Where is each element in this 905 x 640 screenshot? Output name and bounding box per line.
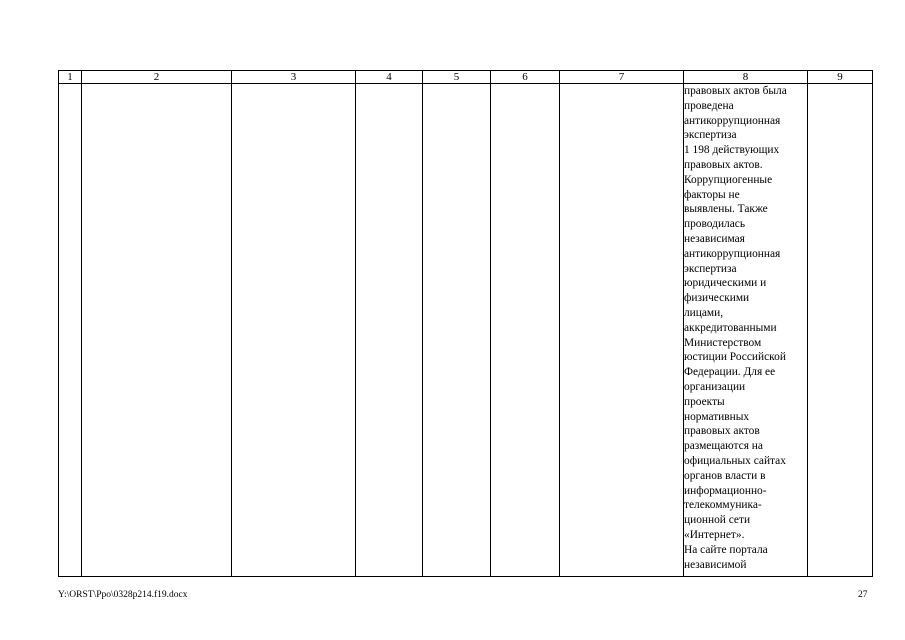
cell-col-7 (560, 84, 684, 577)
text-line: юстиции Российской (684, 351, 786, 364)
column-header-8: 8 (684, 71, 808, 84)
text-line: аккредитованными (684, 321, 777, 334)
text-line: 1 198 действующих (684, 144, 780, 157)
text-line: «Интернет». (684, 528, 745, 541)
column-header-5: 5 (423, 71, 491, 84)
text-line: проводилась (684, 218, 746, 231)
text-line: экспертиза (684, 262, 737, 275)
text-line: правовых актов (684, 425, 760, 438)
text-line: проведена (684, 99, 734, 112)
text-line: телекоммуника- (684, 499, 762, 512)
text-line: независимая (684, 232, 745, 245)
text-line: антикоррупционная (684, 114, 781, 127)
cell-col-5 (423, 84, 491, 577)
column-header-7: 7 (560, 71, 684, 84)
document-table (58, 70, 873, 577)
column-header-6: 6 (491, 71, 560, 84)
text-line: физическими (684, 292, 750, 305)
text-line: Министерством (684, 336, 762, 349)
text-line: информационно- (684, 484, 767, 497)
column-header-4: 4 (356, 71, 423, 84)
cell-col-4 (356, 84, 423, 577)
footer-file-path: Y:\ORST\Ppo\0328p214.f19.docx (58, 590, 188, 600)
text-line: выявлены. Также (684, 203, 768, 216)
text-line: Федерации. Для ее (684, 366, 776, 379)
text-line: лицами, (684, 306, 724, 319)
text-line: экспертиза (684, 129, 737, 142)
column-header-3: 3 (232, 71, 356, 84)
text-line: Коррупциогенные (684, 173, 773, 186)
table-row (59, 84, 873, 577)
text-line: факторы не (684, 188, 740, 201)
text-line: проекты (684, 395, 725, 408)
cell-col-9 (808, 84, 873, 577)
header-row (59, 71, 873, 84)
text-line: юридическими и (684, 277, 767, 290)
page-number: 27 (858, 590, 868, 600)
cell-col-6 (491, 84, 560, 577)
column-header-9: 9 (808, 71, 873, 84)
column-header-1: 1 (59, 71, 82, 84)
text-line: размещаются на (684, 440, 763, 453)
text-line: ционной сети (684, 514, 751, 527)
text-line: органов власти в (684, 469, 766, 482)
cell-col-2 (82, 84, 232, 577)
text-line: антикоррупционная (684, 247, 781, 260)
cell-col-1 (59, 84, 82, 577)
text-line: правовых актов была (684, 85, 787, 97)
text-line: На сайте портала (684, 543, 768, 556)
cell-col-3 (232, 84, 356, 577)
text-line: правовых актов. (684, 158, 763, 171)
text-line: нормативных (684, 410, 750, 423)
text-line: организации (684, 380, 746, 393)
text-line: официальных сайтах (684, 454, 786, 467)
text-line: независимой (684, 558, 747, 571)
cell-col-8-text (684, 84, 808, 577)
column-header-2: 2 (82, 71, 232, 84)
